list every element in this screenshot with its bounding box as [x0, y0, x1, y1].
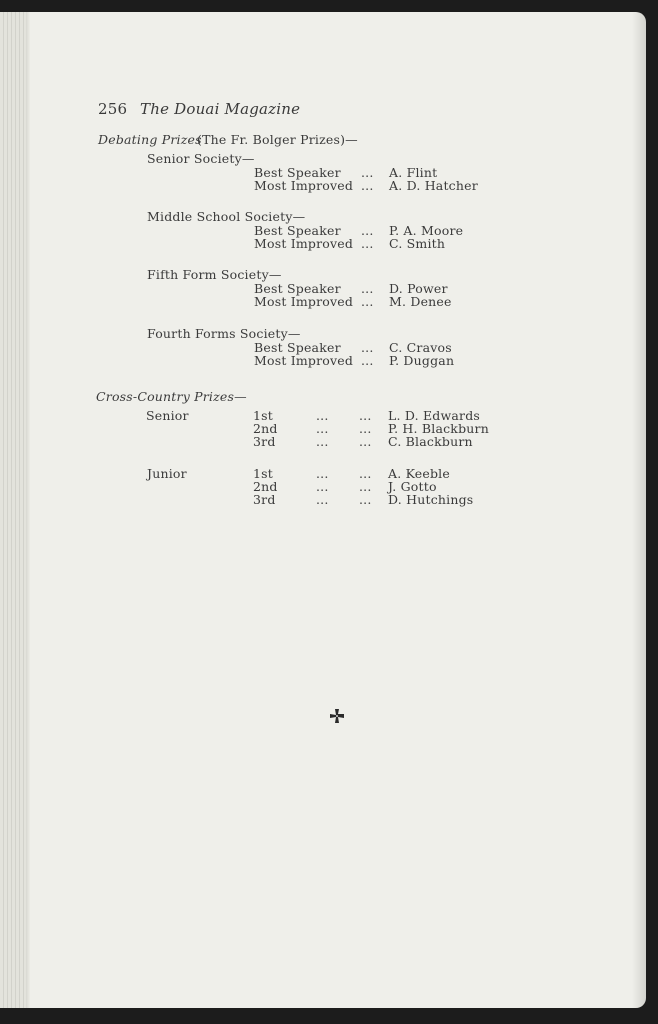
leader-dots: ... — [316, 466, 329, 481]
leader-dots: ... — [361, 165, 374, 180]
place-label: 2nd — [253, 421, 278, 436]
winner-name: C. Blackburn — [388, 434, 473, 449]
prize-label: Most Improved — [254, 294, 354, 309]
place-label: 3rd — [253, 434, 276, 449]
group-name: Senior — [146, 408, 189, 423]
magazine-page — [0, 12, 646, 1008]
winner-name: A. D. Hatcher — [389, 178, 478, 193]
running-title: The Douai Magazine — [140, 100, 301, 118]
spine-shadow — [632, 12, 646, 1008]
leader-dots: ... — [359, 479, 372, 494]
winner-name: M. Denee — [389, 294, 452, 309]
leader-dots: ... — [361, 236, 374, 251]
winner-name: A. Keeble — [388, 466, 450, 481]
winner-name: L. D. Edwards — [388, 408, 481, 423]
leader-dots: ... — [359, 408, 372, 423]
winner-name: C. Smith — [389, 236, 446, 251]
place-label: 1st — [253, 466, 273, 481]
winner-name: P. H. Blackburn — [388, 421, 489, 436]
debating-heading: Debating Prizes — [98, 132, 202, 147]
leader-dots: ... — [361, 178, 374, 193]
winner-name: P. Duggan — [389, 353, 455, 368]
leader-dots: ... — [316, 434, 329, 449]
leader-dots: ... — [361, 281, 374, 296]
winner-name: D. Hutchings — [388, 492, 474, 507]
winner-name: J. Gotto — [388, 479, 437, 494]
winner-name: D. Power — [389, 281, 448, 296]
cross-country-heading: Cross-Country Prizes— — [96, 389, 247, 404]
leader-dots: ... — [316, 408, 329, 423]
leader-dots: ... — [361, 353, 374, 368]
leader-dots: ... — [359, 466, 372, 481]
winner-name: P. A. Moore — [389, 223, 464, 238]
society-name: Fifth Form Society— — [147, 267, 282, 282]
society-name: Senior Society— — [147, 151, 255, 166]
leader-dots: ... — [316, 421, 329, 436]
prize-label: Best Speaker — [254, 281, 341, 296]
cross-pattee-icon — [330, 709, 344, 723]
prize-label: Most Improved — [254, 236, 354, 251]
prize-label: Best Speaker — [254, 223, 341, 238]
prize-label: Most Improved — [254, 178, 354, 193]
place-label: 3rd — [253, 492, 276, 507]
society-name: Middle School Society— — [147, 209, 306, 224]
page-number: 256 — [98, 100, 128, 118]
place-label: 2nd — [253, 479, 278, 494]
leader-dots: ... — [361, 294, 374, 309]
leader-dots: ... — [359, 492, 372, 507]
place-label: 1st — [253, 408, 273, 423]
leader-dots: ... — [361, 340, 374, 355]
prize-label: Most Improved — [254, 353, 354, 368]
group-name: Junior — [147, 466, 187, 481]
leader-dots: ... — [316, 479, 329, 494]
leader-dots: ... — [316, 492, 329, 507]
debating-subheading: (The Fr. Bolger Prizes)— — [197, 132, 358, 147]
prize-label: Best Speaker — [254, 340, 341, 355]
society-name: Fourth Forms Society— — [147, 326, 301, 341]
winner-name: C. Cravos — [389, 340, 452, 355]
leader-dots: ... — [359, 434, 372, 449]
prize-label: Best Speaker — [254, 165, 341, 180]
leader-dots: ... — [359, 421, 372, 436]
page-edges — [0, 12, 30, 1008]
leader-dots: ... — [361, 223, 374, 238]
winner-name: A. Flint — [389, 165, 438, 180]
